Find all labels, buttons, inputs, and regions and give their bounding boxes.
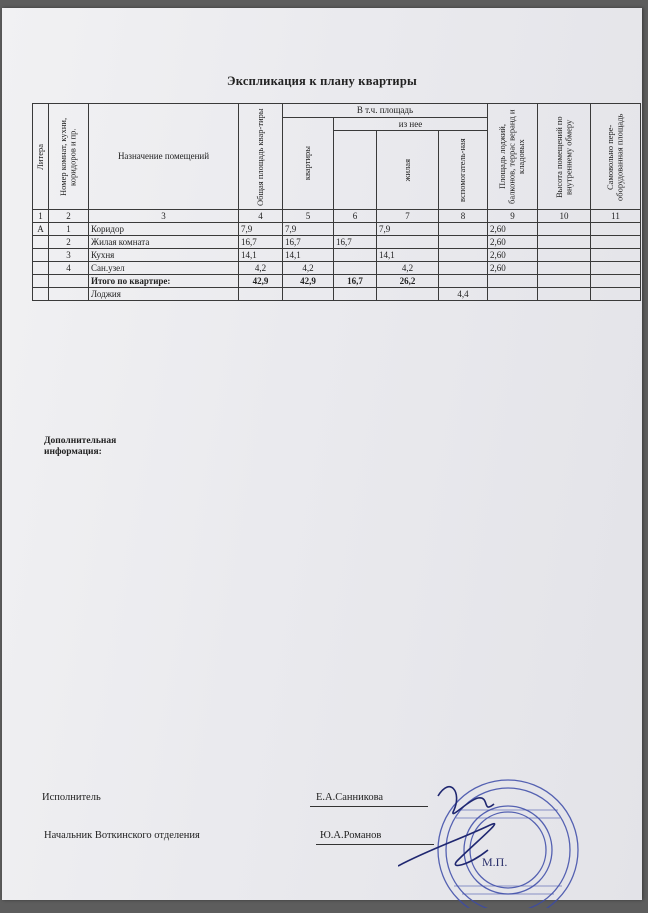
cell-aux: 4,2 <box>377 262 439 275</box>
table-row <box>33 223 641 236</box>
loggia-area: 4,4 <box>439 288 488 301</box>
total-aux-value: 26,2 <box>377 275 439 288</box>
col-number: 4 <box>239 210 283 223</box>
cell-living <box>334 223 377 236</box>
header-litera: Литера <box>34 143 45 170</box>
document-page <box>2 8 642 900</box>
cell-apt: 14,1 <box>283 249 334 262</box>
header-apartment: квартиры <box>302 146 313 181</box>
cell-balcony <box>439 236 488 249</box>
cell-height: 2,60 <box>488 223 538 236</box>
cell-litera <box>33 236 49 249</box>
loggia-label: Лоджия <box>89 288 239 301</box>
seal-icon <box>398 770 638 908</box>
col-number: 5 <box>283 210 334 223</box>
official-stamp <box>398 770 638 908</box>
cell-aux <box>377 236 439 249</box>
explication-table <box>32 103 641 301</box>
total-row <box>33 275 641 288</box>
cell-name: Коридор <box>89 223 239 236</box>
cell-total: 4,2 <box>239 262 283 275</box>
cell-balcony <box>439 223 488 236</box>
executor-role: Исполнитель <box>42 792 101 803</box>
table-row <box>33 236 641 249</box>
col-number: 6 <box>334 210 377 223</box>
col-number: 11 <box>591 210 641 223</box>
cell-litera <box>33 249 49 262</box>
cell-aux: 7,9 <box>377 223 439 236</box>
col-number: 3 <box>89 210 239 223</box>
additional-info-label: Дополнительная информация: <box>44 436 117 457</box>
cell-height: 2,60 <box>488 249 538 262</box>
header-total-area: Общая площадь квар-тиры <box>254 107 265 206</box>
cell-name: Жилая комната <box>89 236 239 249</box>
cell-total: 16,7 <box>239 236 283 249</box>
cell-name: Кухня <box>89 249 239 262</box>
cell-living: 16,7 <box>334 236 377 249</box>
header-height: Высота помещений по внутреннему обмеру <box>553 115 574 198</box>
col-number: 7 <box>377 210 439 223</box>
cell-balcony <box>439 262 488 275</box>
cell-living <box>334 262 377 275</box>
col-number: 8 <box>439 210 488 223</box>
cell-litera: А <box>33 223 49 236</box>
cell-height: 2,60 <box>488 262 538 275</box>
cell-total: 14,1 <box>239 249 283 262</box>
cell-total: 7,9 <box>239 223 283 236</box>
total-label: Итого по квартире: <box>89 275 239 288</box>
header-unauthorized: Самовольно пере-оборудованная площадь <box>605 112 625 201</box>
executor-name: Е.А.Санникова <box>316 792 384 803</box>
cell-no: 2 <box>49 236 89 249</box>
header-living: жилая <box>401 158 412 182</box>
cell-no: 1 <box>49 223 89 236</box>
cell-living <box>334 249 377 262</box>
table-row <box>33 249 641 262</box>
cell-aux: 14,1 <box>377 249 439 262</box>
column-numbers-row <box>33 210 641 223</box>
cell-no: 3 <box>49 249 89 262</box>
seal-label: М.П. <box>482 855 508 869</box>
col-number: 1 <box>33 210 49 223</box>
header-purpose: Назначение помещений <box>89 104 239 210</box>
col-number: 2 <box>49 210 89 223</box>
header-balcony-area: Площадь лоджий, балконов, террас веранд и кладовых <box>497 109 527 204</box>
header-of-which: из нее <box>334 118 488 131</box>
cell-litera <box>33 262 49 275</box>
table-row <box>33 262 641 275</box>
head-role: Начальник Воткинского отделения <box>44 830 200 841</box>
cell-apt: 4,2 <box>283 262 334 275</box>
cell-height: 2,60 <box>488 236 538 249</box>
total-apt-value: 42,9 <box>283 275 334 288</box>
cell-no: 4 <box>49 262 89 275</box>
total-living-value: 16,7 <box>334 275 377 288</box>
cell-apt: 7,9 <box>283 223 334 236</box>
col-number: 9 <box>488 210 538 223</box>
col-number: 10 <box>538 210 591 223</box>
cell-name: Сан.узел <box>89 262 239 275</box>
total-area-value: 42,9 <box>239 275 283 288</box>
head-name: Ю.А.Романов <box>320 830 382 841</box>
header-incl-area: В т.ч. площадь <box>283 104 488 118</box>
header-auxiliary: вспомогатель-ная <box>457 138 468 202</box>
cell-apt: 16,7 <box>283 236 334 249</box>
loggia-row <box>33 288 641 301</box>
cell-balcony <box>439 249 488 262</box>
page-title: Экспликация к плану квартиры <box>227 74 417 88</box>
header-room-no: Номер комнат, кухни, коридоров и пр. <box>58 117 78 196</box>
